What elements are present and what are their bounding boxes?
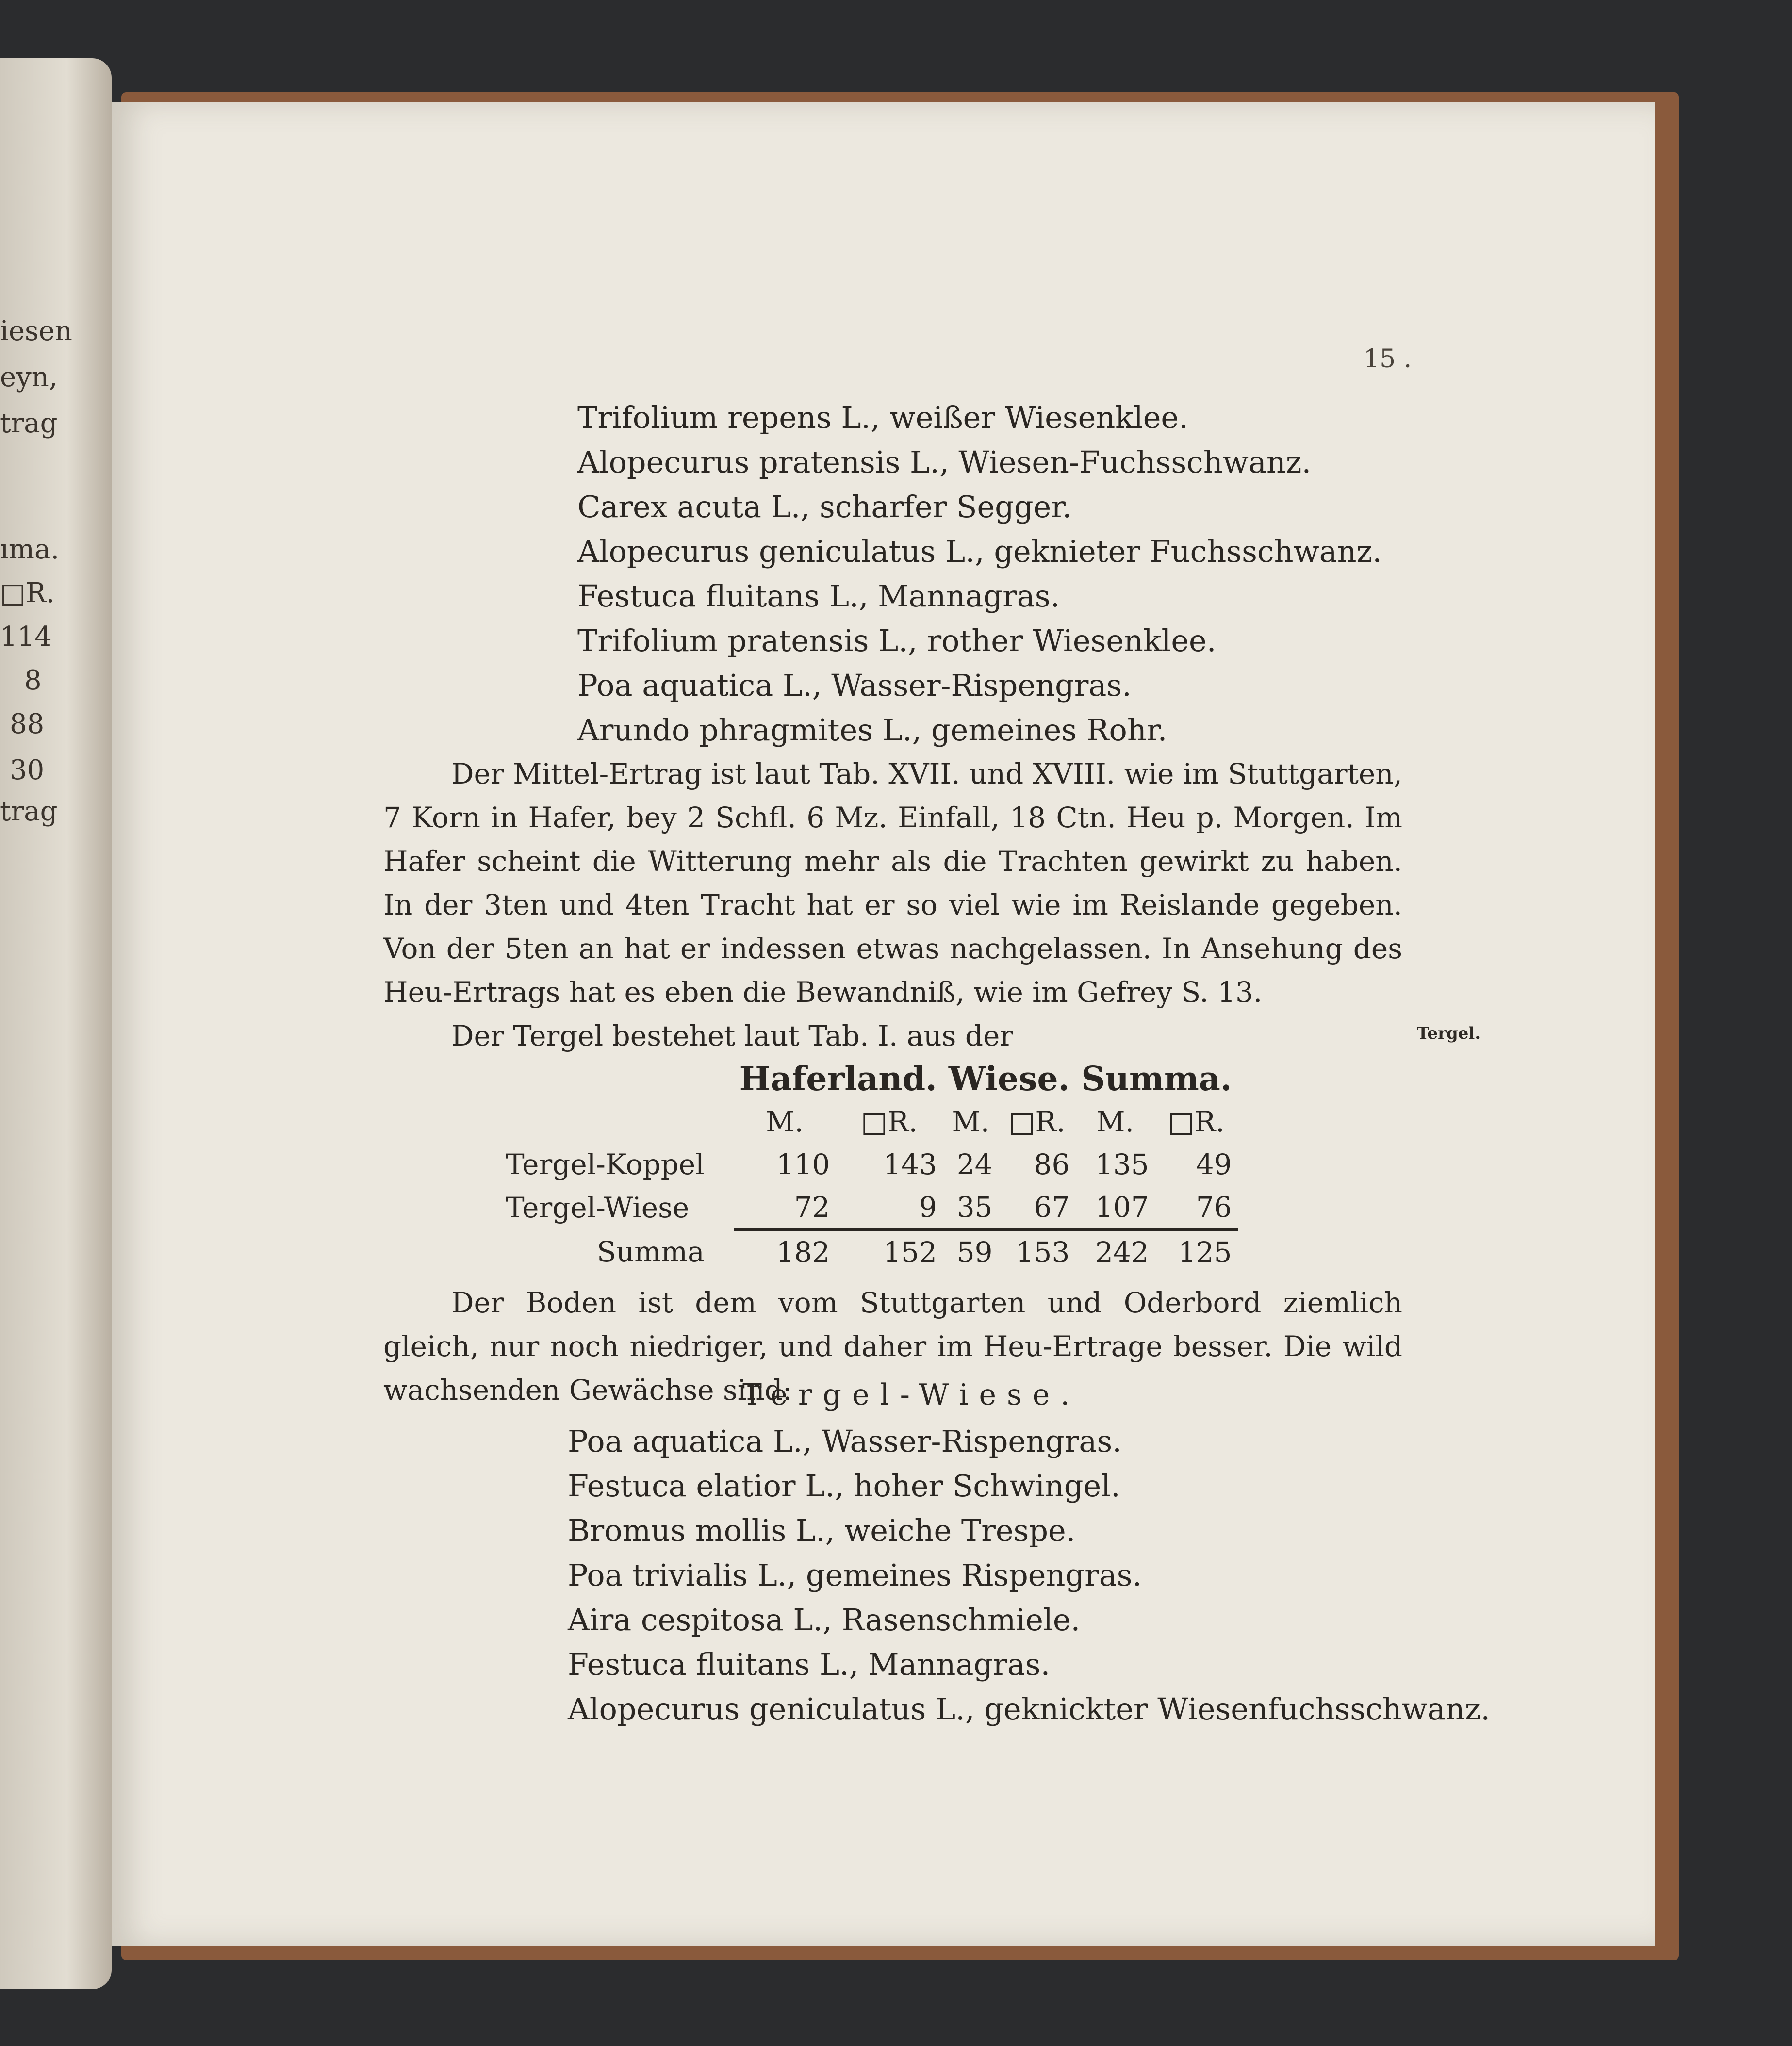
plant-latin-name: Bromus mollis L.,: [568, 1513, 835, 1548]
unit-label: □R.: [1167, 1105, 1225, 1138]
plant-german-name: rother Wiesenklee.: [927, 623, 1217, 658]
plant-latin-name: Arundo phragmites L.,: [577, 712, 922, 748]
unit-label: M.: [1096, 1105, 1134, 1138]
plant-german-name: weiche Trespe.: [844, 1513, 1076, 1548]
facing-page-fragment: 30: [10, 754, 45, 786]
plant-latin-name: Poa aquatica L.,: [577, 668, 822, 703]
table-cell: 107: [1075, 1186, 1154, 1230]
table-cell: 67: [999, 1186, 1076, 1230]
plant-entry: [577, 395, 1382, 440]
table-total-row: [500, 1230, 1238, 1274]
plant-entry: [568, 1464, 1490, 1508]
paragraph-yield: [383, 752, 1402, 1014]
plant-german-name: hoher Schwingel.: [854, 1468, 1120, 1504]
plant-list-top: [577, 395, 1382, 753]
table-row: [500, 1143, 1238, 1186]
plant-latin-name: Alopecurus pratensis L.,: [577, 444, 949, 480]
margin-note: Tergel.: [1417, 1024, 1481, 1043]
unit-label: □R.: [1008, 1105, 1066, 1138]
table-cell: 182: [776, 1236, 830, 1269]
plant-entry: [577, 440, 1382, 485]
plant-entry: [568, 1508, 1490, 1553]
unit-label: M.: [952, 1105, 990, 1138]
paragraph-text: Der Boden ist dem vom Stuttgarten und Oderbord ziemlich gleich, nur noch niedriger, und daher im Heu-Ertrage besser. Die wild wachsenden Gewächse sind:: [383, 1286, 1402, 1407]
page-number: 15 .: [1364, 344, 1412, 374]
plant-german-name: Wasser-Rispengras.: [822, 1424, 1122, 1459]
table-cell: 76: [1155, 1186, 1238, 1230]
total-label: Summa: [596, 1235, 705, 1268]
table-cell: 242: [1095, 1236, 1149, 1269]
plant-latin-name: Poa trivialis L.,: [568, 1557, 797, 1593]
plant-entry: [568, 1419, 1490, 1464]
column-header: Wiese.: [948, 1060, 1070, 1098]
plant-latin-name: Trifolium repens L.,: [577, 400, 880, 435]
tergel-area-table: [500, 1058, 1238, 1274]
plant-latin-name: Carex acuta L.,: [577, 489, 810, 524]
table-cell: 35: [943, 1186, 999, 1230]
plant-entry: [568, 1553, 1490, 1598]
table-header-row: [500, 1058, 1238, 1100]
plant-entry: [577, 574, 1382, 619]
paragraph-text: Der Mittel-Ertrag ist laut Tab. XVII. und XVIII. wie im Stuttgarten, 7 Korn in Hafer, bey 2 Schfl. 6 Mz. Einfall, 18 Ctn. Heu p. Morgen. Im Hafer scheint die Witterung mehr als die Trachten gewirkt zu haben. In der 3ten und 4ten Tracht hat er so viel wie im Reislande gegeben. Von der 5ten an hat er indessen etwas nachgelassen. In Ansehung des Heu-Ertrags hat es eben die Bewandniß, wie im Gefrey S. 13.: [383, 757, 1402, 1009]
facing-page-fragment: iesen: [0, 315, 72, 347]
paragraph-text: Der Tergel bestehet laut Tab. I. aus der: [451, 1019, 1014, 1052]
plant-entry: [577, 619, 1382, 663]
plant-german-name: Wasser-Rispengras.: [831, 668, 1132, 703]
plant-latin-name: Trifolium pratensis L.,: [577, 623, 918, 658]
row-label: Tergel-Wiese: [506, 1191, 690, 1225]
unit-label: □R.: [861, 1105, 918, 1138]
section-subtitle: Tergel-Wiese.: [742, 1378, 1081, 1412]
plant-entry: [568, 1642, 1490, 1687]
plant-german-name: gemeines Rispengras.: [806, 1557, 1142, 1593]
plant-entry: [577, 529, 1382, 574]
plant-latin-name: Poa aquatica L.,: [568, 1424, 812, 1459]
table-cell: 110: [776, 1148, 830, 1181]
table-cell: 59: [956, 1236, 993, 1269]
table-cell: 125: [1178, 1236, 1232, 1269]
column-header: Haferland.: [739, 1060, 937, 1098]
table-cell: 152: [883, 1236, 937, 1269]
facing-page-fragment: trag: [0, 408, 58, 439]
plant-german-name: weißer Wiesenklee.: [889, 400, 1188, 435]
plant-latin-name: Festuca elatior L.,: [568, 1468, 844, 1504]
plant-latin-name: Festuca fluitans L.,: [568, 1647, 859, 1682]
plant-german-name: Rasenschmiele.: [841, 1602, 1081, 1637]
facing-page-edge: [0, 58, 112, 1989]
plant-latin-name: Festuca fluitans L.,: [577, 578, 869, 614]
plant-entry: [568, 1687, 1490, 1732]
plant-german-name: gemeines Rohr.: [931, 712, 1167, 748]
facing-page-fragment: 114: [0, 621, 52, 653]
plant-entry: [577, 708, 1382, 753]
table-cell: 135: [1095, 1148, 1149, 1181]
column-header: Summa.: [1081, 1060, 1232, 1098]
row-label: Tergel-Koppel: [506, 1148, 705, 1181]
table-cell: 153: [1016, 1236, 1070, 1269]
paragraph-tergel-intro: [383, 1014, 1402, 1058]
facing-page-fragment: ıma.: [0, 534, 60, 565]
book-page: [112, 102, 1655, 1946]
table-unit-row: [500, 1100, 1238, 1143]
unit-label: M.: [766, 1105, 804, 1138]
plant-latin-name: Aira cespitosa L.,: [568, 1602, 832, 1637]
plant-list-bottom: [568, 1419, 1490, 1732]
plant-german-name: Mannagras.: [868, 1647, 1051, 1682]
plant-german-name: Wiesen-Fuchsschwanz.: [958, 444, 1312, 480]
facing-page-fragment: 8: [24, 665, 42, 696]
table-cell: 9: [836, 1186, 942, 1230]
table-cell: 143: [883, 1148, 937, 1181]
plant-german-name: geknieter Fuchsschwanz.: [994, 534, 1382, 569]
facing-page-fragment: trag: [0, 796, 58, 827]
table-cell: 72: [734, 1186, 836, 1230]
facing-page-fragment: 88: [10, 708, 45, 740]
plant-entry: [568, 1598, 1490, 1642]
plant-entry: [577, 485, 1382, 529]
table-cell: 86: [1034, 1148, 1070, 1181]
table-cell: 49: [1196, 1148, 1232, 1181]
table-cell: 24: [956, 1148, 993, 1181]
facing-page-fragment: eyn,: [0, 361, 58, 393]
plant-german-name: scharfer Segger.: [819, 489, 1072, 524]
plant-entry: [577, 663, 1382, 708]
plant-german-name: geknickter Wiesenfuchsschwanz.: [984, 1691, 1491, 1727]
plant-german-name: Mannagras.: [878, 578, 1060, 614]
table-row: [500, 1186, 1238, 1230]
facing-page-fragment: □R.: [0, 577, 55, 609]
plant-latin-name: Alopecurus geniculatus L.,: [577, 534, 985, 569]
plant-latin-name: Alopecurus geniculatus L.,: [568, 1691, 975, 1727]
